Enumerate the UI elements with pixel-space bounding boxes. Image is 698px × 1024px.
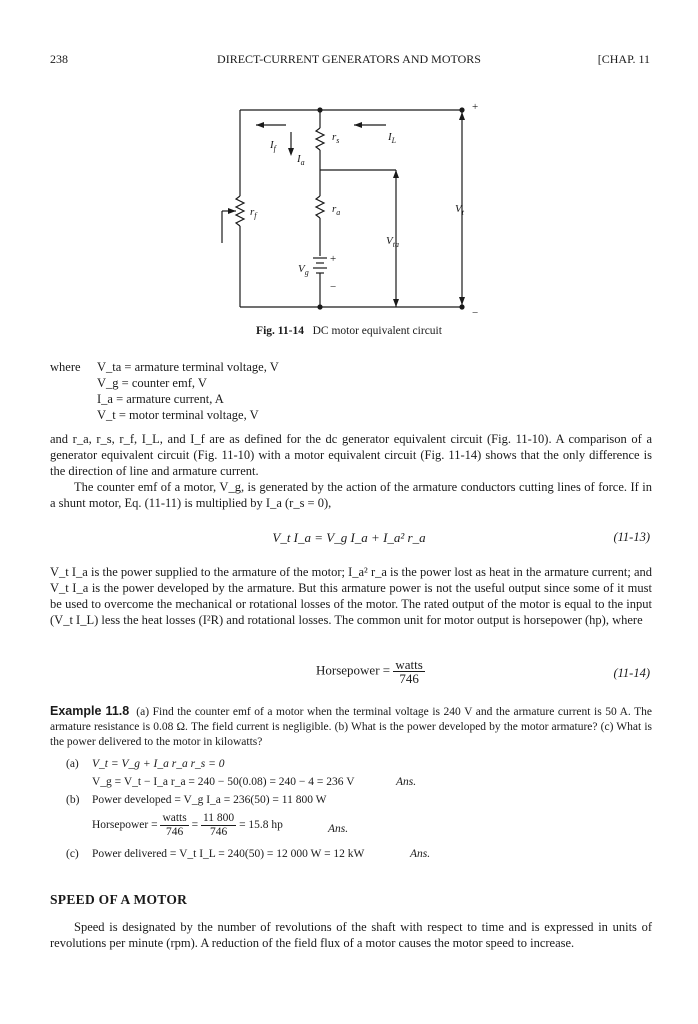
vta-arrowhead-bottom	[393, 299, 399, 307]
rf-resistor	[236, 196, 244, 226]
svg-text:+: +	[330, 253, 337, 265]
svg-text:−: −	[330, 281, 337, 293]
watts-fraction: $\frac{\text{watts}}{746}$	[395, 657, 423, 686]
svg-text:−: −	[472, 307, 479, 319]
svg-text:rs: $r_s$	[332, 131, 340, 145]
answer-c: Ans.	[410, 848, 431, 860]
figure-caption	[0, 325, 698, 337]
solution-b-line1: Power developed = V_g I_a = 236(50) = 11 800 W	[92, 794, 327, 806]
equation-number-11-14: (11-14)	[613, 666, 650, 680]
solution-c-line: Power delivered = V_t I_L = 240(50) = 12 000 W = 12 kW	[92, 848, 365, 860]
where-label: where	[50, 360, 81, 374]
vt-arrowhead-top	[459, 112, 465, 120]
example-text: (a) Find the counter emf of a motor when the terminal voltage is 240 V and the armature current is 50 A. The armature resistance is 0.08 Ω. The field current is negligible. (b) What is the power developed by the motor armature? (c) What is the power delivered to the motor in kilowatts?	[50, 706, 653, 748]
section-paragraph: Speed is designated by the number of revolutions of the shaft with respect to time and is expressed in units of revolutions per minute (rpm). A reduction of the field flux of a motor causes the motor speed to increase.	[50, 920, 652, 950]
equation-11-13: V_t I_a = V_g I_a + I_a² r_a	[272, 530, 426, 545]
ia-arrowhead	[288, 148, 294, 156]
definition-item: V_g = counter emf, V	[97, 376, 207, 390]
variable-definitions	[50, 359, 279, 423]
paragraph-power: V_t I_a is the power supplied to the armature of the motor; I_a² r_a is the power lost as heat in the armature current; and V_t I_a is the power developed by the armature. But this armature power is not the useful output since some of it must be used to overcome the mechanical or rotational losses of the motor. The rated output of the motor is equal to the input (V_t I_L) less the heat losses (I²R) and rotational losses. The common unit for motor output is horsepower (hp), where	[50, 565, 652, 627]
solution-a-label: (a)	[66, 758, 79, 770]
svg-text:+: +	[472, 101, 479, 113]
chapter-label: [CHAP. 11	[597, 52, 650, 66]
solution-a-line1: V_t = V_g + I_a r_a r_s = 0	[92, 758, 225, 770]
svg-text:rf: $r_f$	[250, 206, 257, 220]
svg-text:Vg: $V_g$	[298, 263, 309, 277]
example-label: Example 11.8	[50, 704, 130, 718]
definition-item: V_ta = armature terminal voltage, V	[97, 360, 279, 374]
terminal-top	[459, 107, 464, 112]
svg-text:ra: $r_a$	[332, 203, 341, 217]
section-heading: SPEED OF A MOTOR	[50, 892, 188, 907]
svg-text:Vt: $V_t$	[455, 203, 464, 217]
power-fraction-b: $\frac{11 800}{746}$	[202, 812, 235, 838]
answer-b: Ans.	[328, 823, 349, 835]
solution-a-line2: V_g = V_t − I_a r_a = 240 − 50(0.08) = 240 − 4 = 236 V	[92, 776, 355, 788]
if-arrowhead	[256, 122, 264, 128]
page-number: 238	[50, 52, 68, 66]
vta-arrowhead-top	[393, 170, 399, 178]
vt-arrowhead-bottom	[459, 297, 465, 305]
example-11-8	[50, 704, 652, 750]
il-arrowhead	[354, 122, 362, 128]
paragraph-comparison: and r_a, r_s, r_f, I_L, and I_f are as defined for the dc generator equivalent circuit (Fig. 11-10). A comparison of a generator equivalent circuit (Fig. 11-10) with a motor equivalent circuit (Fig. 11-14) shows that the only difference is the direction of line and armature current.	[50, 432, 652, 478]
svg-text:IL: $I_L$	[388, 131, 397, 145]
definition-item: V_t = motor terminal voltage, V	[97, 408, 259, 422]
solution-c-label: (c)	[66, 848, 79, 860]
terminal-bottom	[459, 304, 464, 309]
solution-b-label: (b)	[66, 794, 80, 806]
ra-resistor	[316, 196, 324, 218]
circuit-diagram	[0, 0, 698, 330]
rs-resistor	[316, 128, 324, 150]
paragraph-counter-emf: The counter emf of a motor, V_g, is generated by the action of the armature conductors cutting lines of force. If in a shunt motor, Eq. (11-11) is multiplied by I_a (r_s = 0),	[50, 480, 652, 510]
equation-11-14	[316, 658, 425, 685]
equation-number-11-13: (11-13)	[613, 530, 650, 544]
bottom-node	[317, 304, 322, 309]
figure-number: Fig. 11-14	[256, 325, 304, 337]
horsepower-lhs: Horsepower =	[316, 662, 391, 678]
svg-text:Vta: $V_{ta}$	[386, 235, 399, 249]
figure-title: DC motor equivalent circuit	[312, 325, 442, 337]
rheostat-arrowhead	[228, 208, 236, 214]
watts-fraction-b: $\frac{\text{watts}}{746}$	[162, 812, 187, 838]
definition-item: I_a = armature current, A	[97, 392, 224, 406]
running-title: DIRECT-CURRENT GENERATORS AND MOTORS	[217, 52, 481, 66]
svg-text:Ia: $I_a$	[297, 153, 305, 167]
top-node	[317, 107, 322, 112]
solution-b-horsepower: Horsepower = $\frac{\text{watts}}{746}$ = $\frac{11 800}{746}$ = 15.8 hp	[92, 812, 283, 838]
answer-a: Ans.	[396, 776, 417, 788]
svg-text:If: $I_f$	[270, 139, 276, 153]
